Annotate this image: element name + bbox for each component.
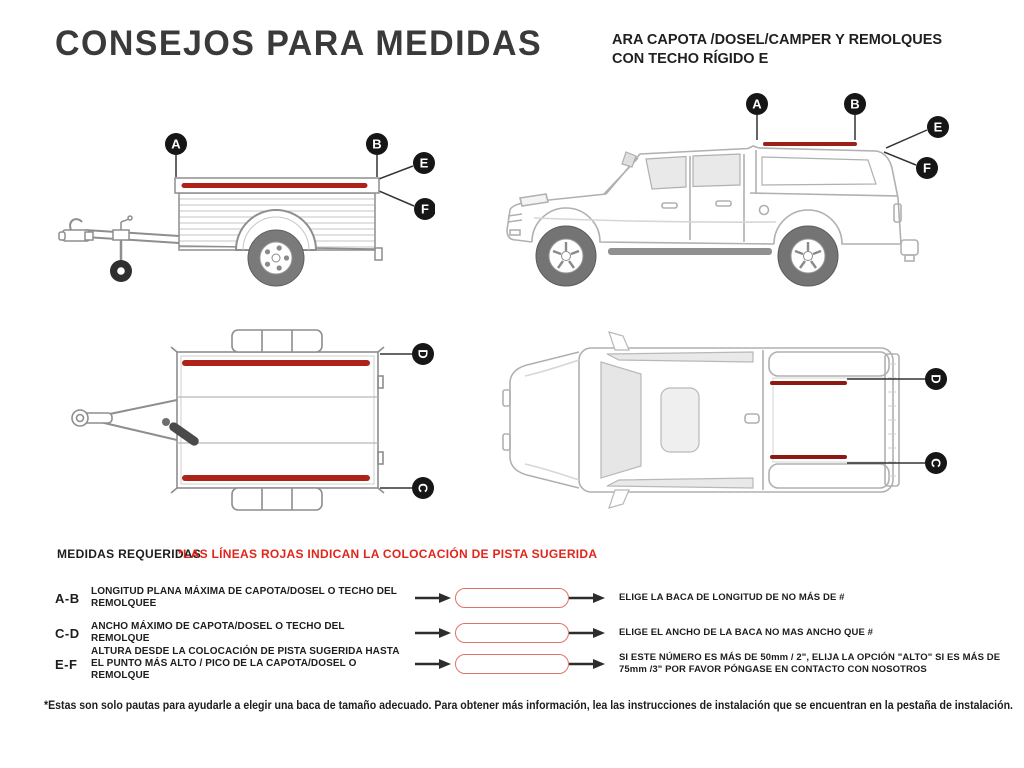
marker-a <box>165 133 187 155</box>
measurements-section-title: MEDIDAS REQUERIDAS <box>57 547 202 561</box>
trailer-body <box>59 178 382 262</box>
measurement-desc-ab: LONGITUD PLANA MÁXIMA DE CAPOTA/DOSEL O TECHO DEL REMOLQUEE <box>91 586 397 609</box>
measurement-input-cd[interactable] <box>455 623 569 643</box>
measurement-row-ab <box>55 586 1013 610</box>
measurement-key-ab: A-B <box>55 590 80 606</box>
page-title: CONSEJOS PARA MEDIDAS <box>55 24 543 63</box>
marker-d <box>412 343 434 365</box>
arrow-right-icon <box>559 627 615 639</box>
svg-text:D: D <box>928 374 944 384</box>
subtitle-line-1: ARA CAPOTA /DOSEL/CAMPER Y REMOLQUES <box>612 32 943 48</box>
measurement-instruction-ef: SI ESTE NÚMERO ES MÁS DE 50mm / 2", ELIJA LA OPCIÓN "ALTO" SI ES MÁS DE 75mm /3" POR FAVOR PÓNGASE EN CONTACTO CON NOSOTROS <box>619 652 1001 675</box>
truck-top-drawing <box>495 320 995 520</box>
marker-f <box>414 198 435 220</box>
arrow-right-icon <box>411 627 455 639</box>
marker-f <box>916 157 938 179</box>
measurement-instruction-cd: ELIGE EL ANCHO DE LA BACA NO MAS ANCHO QUE # <box>619 627 874 638</box>
subtitle-line-2: CON TECHO RÍGIDO E <box>612 51 769 67</box>
truck-side-drawing <box>488 90 1008 302</box>
measurement-desc-ef: ALTURA DESDE LA COLOCACIÓN DE PISTA SUGERIDA HASTA EL PUNTO MÁS ALTO / PICO DE LA CAPOTA/DOSEL O REMOLQUE <box>91 646 400 681</box>
svg-text:F: F <box>923 160 931 176</box>
arrow-right-icon <box>559 592 615 604</box>
marker-b <box>366 133 388 155</box>
svg-text:C: C <box>928 458 944 468</box>
trailer-top-diagram <box>60 320 460 525</box>
marker-d <box>925 368 947 390</box>
svg-text:B: B <box>850 96 860 112</box>
crank-bracket <box>162 418 170 426</box>
svg-text:C: C <box>415 483 431 493</box>
truck-top-diagram <box>495 320 995 525</box>
measurement-instruction-ab: ELIGE LA BACA DE LONGITUD DE NO MÁS DE # <box>619 592 845 603</box>
measurement-key-cd: C-D <box>55 625 80 641</box>
trailer-side-drawing <box>55 106 435 311</box>
svg-text:D: D <box>415 349 431 359</box>
svg-text:E: E <box>933 119 943 135</box>
trailer-top-drawing <box>60 320 460 520</box>
footer-note: *Estas son solo pautas para ayudarle a elegir una baca de tamaño adecuado. Para obtener más información, lea las instrucciones de instalación que se encuentran en la pestaña de instalación. <box>44 700 1013 712</box>
marker-c <box>412 477 434 499</box>
marker-a <box>746 93 768 115</box>
jockey-wheel <box>110 260 132 282</box>
svg-text:F: F <box>421 201 429 217</box>
truck-rear-wheel <box>778 226 838 286</box>
svg-text:E: E <box>419 155 429 171</box>
leader-lines <box>380 354 412 488</box>
truck-windows <box>622 152 876 189</box>
arrow-right-icon <box>411 592 455 604</box>
marker-e <box>413 152 435 174</box>
measurement-row-ef <box>55 646 1013 682</box>
truck-side-diagram <box>488 90 1008 307</box>
measurement-input-ab[interactable] <box>455 588 569 608</box>
svg-text:A: A <box>171 136 181 152</box>
svg-text:B: B <box>372 136 382 152</box>
svg-text:A: A <box>752 96 762 112</box>
trailer-side-diagram <box>55 106 435 316</box>
marker-e <box>927 116 949 138</box>
measurement-desc-cd: ANCHO MÁXIMO DE CAPOTA/DOSEL O TECHO DEL REMOLQUE <box>91 621 345 644</box>
truck-front-wheel <box>536 226 596 286</box>
marker-b <box>844 93 866 115</box>
trailer-top-body <box>72 330 384 510</box>
trailer-wheel <box>248 230 304 286</box>
arrow-right-icon <box>411 658 455 670</box>
running-board <box>608 248 772 255</box>
red-lines-legend-note: *LAS LÍNEAS ROJAS INDICAN LA COLOCACIÓN DE PISTA SUGERIDA <box>178 547 598 561</box>
measurement-key-ef: E-F <box>55 656 78 672</box>
page-subtitle <box>612 31 942 69</box>
measurement-input-ef[interactable] <box>455 654 569 674</box>
arrow-right-icon <box>559 658 615 670</box>
truck-top-body <box>503 348 899 492</box>
measurement-row-cd <box>55 621 1013 645</box>
marker-c <box>925 452 947 474</box>
